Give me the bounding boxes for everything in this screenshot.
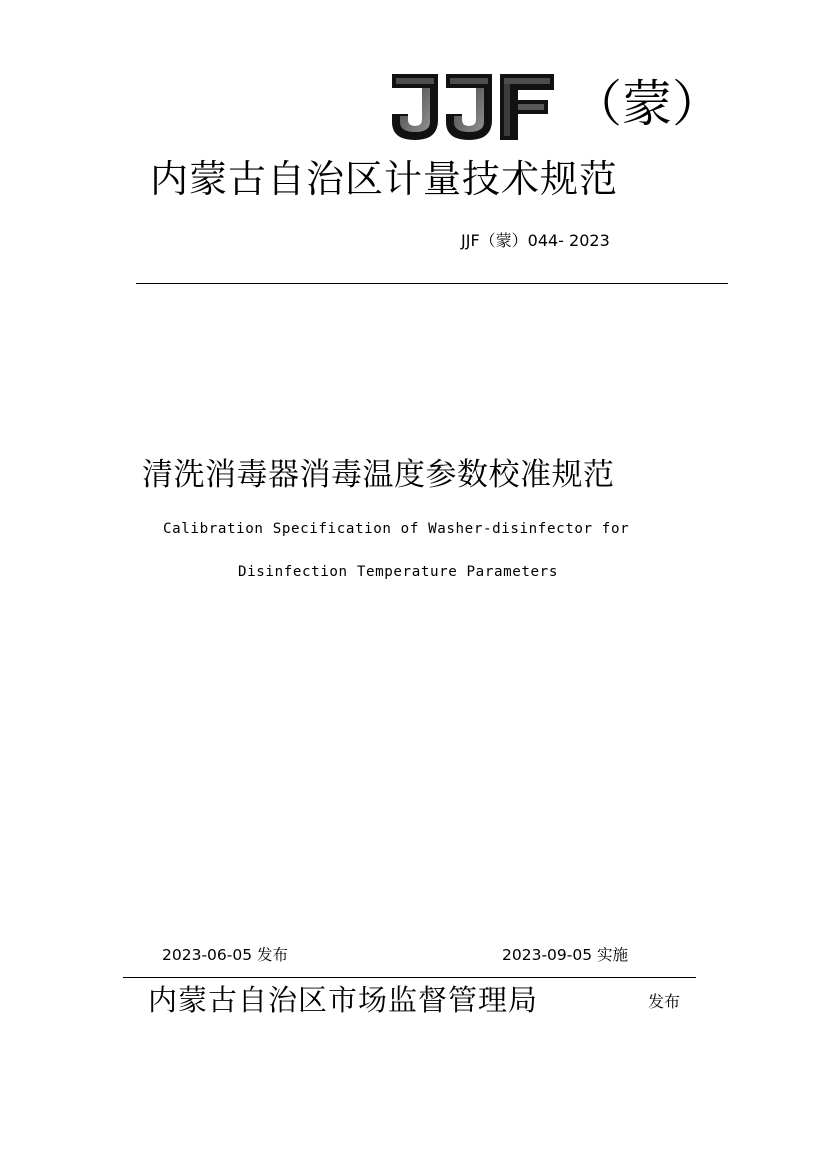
main-title: 内蒙古自治区计量技术规范 <box>150 157 619 201</box>
standard-number: JJF（蒙）044- 2023 <box>461 231 610 250</box>
document-title-cn: 清洗消毒器消毒温度参数校准规范 <box>142 457 615 493</box>
document-title-en-line2: Disinfection Temperature Parameters <box>238 564 558 580</box>
logo-suffix: （蒙） <box>572 75 722 133</box>
jjf-logo <box>388 70 558 144</box>
implementation-date: 2023-09-05 实施 <box>502 946 629 964</box>
issue-date: 2023-06-05 发布 <box>162 946 289 964</box>
logo-letter-j1 <box>392 74 438 140</box>
logo-letter-f <box>500 74 554 140</box>
logo-letter-j2 <box>446 74 492 140</box>
top-divider <box>136 283 728 284</box>
document-title-en-line1: Calibration Specification of Washer-disinfector for <box>163 521 630 537</box>
issuer-name: 内蒙古自治区市场监督管理局 <box>148 983 539 1017</box>
issuer-suffix: 发布 <box>648 992 681 1011</box>
